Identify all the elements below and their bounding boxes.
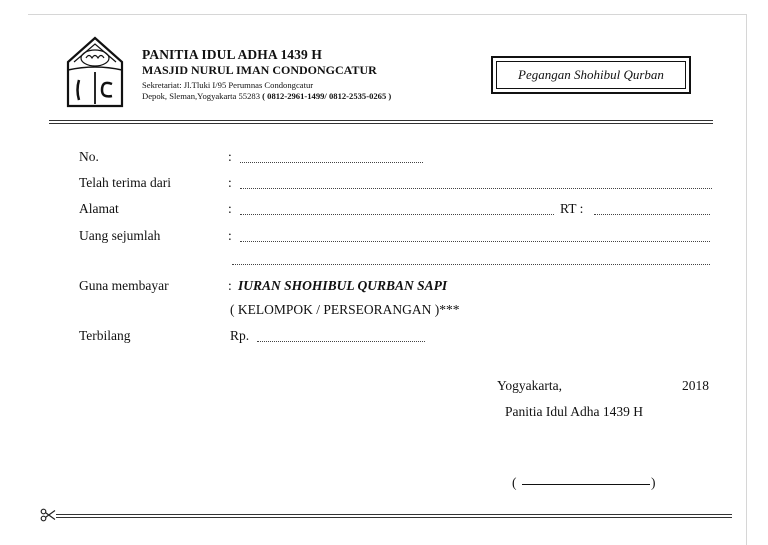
spelled-amount-field[interactable] [257, 341, 425, 342]
address-label: Alamat [79, 201, 119, 216]
receipt-number-colon: : [228, 149, 232, 164]
address-colon: : [228, 201, 232, 216]
received-from-colon: : [228, 175, 232, 190]
signature-close-paren: ) [651, 475, 656, 490]
receipt-number-field[interactable] [240, 162, 423, 163]
amount-field-line2[interactable] [232, 264, 710, 265]
payment-for-colon: : [228, 278, 232, 293]
payment-for-value: IURAN SHOHIBUL QURBAN SAPI [238, 278, 448, 293]
scissors-icon [40, 508, 56, 522]
signature-city: Yogyakarta, [497, 378, 562, 393]
signature-line[interactable] [522, 484, 650, 485]
org-address-city: Depok, Sleman,Yogyakarta 55283 [142, 91, 263, 101]
holder-label-box [491, 56, 691, 94]
org-title: PANITIA IDUL ADHA 1439 H [142, 47, 322, 62]
cut-line [56, 514, 732, 518]
rt-field[interactable] [594, 214, 710, 215]
holder-label: Pegangan Shohibul Qurban [518, 67, 664, 82]
receipt-number-label: No. [79, 149, 99, 164]
payment-for-label: Guna membayar [79, 278, 169, 293]
mosque-book-logo [60, 36, 130, 108]
signature-open-paren: ( [512, 475, 517, 490]
header-divider [49, 120, 713, 124]
org-subtitle: MASJID NURUL IMAN CONDONGCATUR [142, 63, 377, 77]
received-from-label: Telah terima dari [79, 175, 172, 190]
amount-field[interactable] [240, 241, 710, 242]
org-address-line2 [142, 91, 391, 101]
received-from-field[interactable] [240, 188, 712, 189]
signature-committee: Panitia Idul Adha 1439 H [505, 404, 643, 419]
spelled-amount-label: Terbilang [79, 328, 131, 343]
org-address-line1: Sekretariat: Jl.Tluki I/95 Perumnas Condongcatur [142, 80, 314, 90]
group-option: ( KELOMPOK / PERSEORANGAN )*** [230, 302, 460, 317]
amount-label: Uang sejumlah [79, 228, 161, 243]
signature-year: 2018 [682, 378, 709, 393]
org-phone-numbers: ( 0812-2961-1499/ 0812-2535-0265 ) [262, 91, 392, 101]
rt-label: RT : [560, 201, 584, 216]
amount-colon: : [228, 228, 232, 243]
address-field[interactable] [240, 214, 554, 215]
rp-prefix: Rp. [230, 328, 250, 343]
